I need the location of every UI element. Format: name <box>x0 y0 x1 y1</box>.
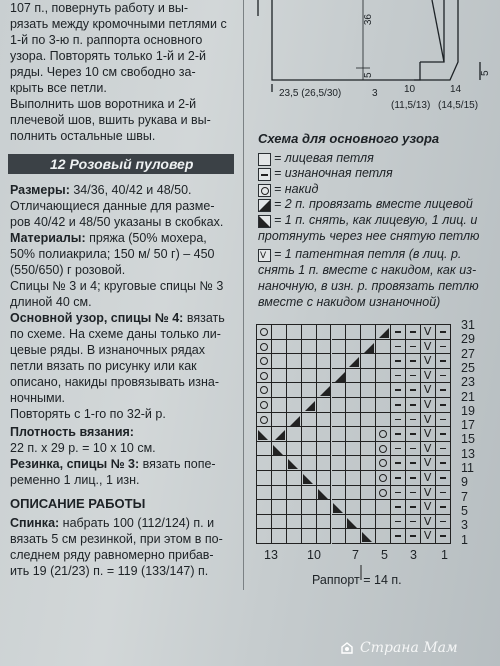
purl-icon <box>391 486 406 501</box>
purl-icon <box>436 398 451 413</box>
chart-cell <box>317 413 332 428</box>
purl-icon <box>391 369 406 384</box>
chart-cell <box>257 515 272 530</box>
brioche-icon: V <box>421 500 436 515</box>
chart-cell <box>376 369 391 384</box>
row-number: 15 <box>461 432 475 447</box>
purl-icon <box>391 340 406 355</box>
materials-line <box>10 230 207 246</box>
sizes-value: 34/36, 40/42 и 48/50. <box>69 183 192 197</box>
pattern-line <box>10 310 225 326</box>
chart-cell <box>361 354 376 369</box>
brioche-icon: V <box>421 486 436 501</box>
chart-cell <box>272 515 287 530</box>
text-line: ночными. <box>10 391 66 405</box>
chart-cell <box>376 500 391 515</box>
row-number: 29 <box>461 332 475 347</box>
row-number: 9 <box>461 475 468 490</box>
chart-cell <box>361 413 376 428</box>
chart-cell <box>332 413 347 428</box>
k2tog-icon <box>361 340 376 355</box>
chart-cell <box>376 529 391 544</box>
k2tog-icon <box>272 427 287 442</box>
chart-cell <box>361 486 376 501</box>
chart-cell <box>361 325 376 340</box>
purl-icon <box>436 325 451 340</box>
yarn-over-icon <box>257 325 272 340</box>
purl-icon <box>436 369 451 384</box>
brioche-icon: V <box>421 442 436 457</box>
chart-cell <box>346 340 361 355</box>
brioche-icon: V <box>421 413 436 428</box>
purl-icon <box>406 471 421 486</box>
chart-cell <box>317 427 332 442</box>
chart-cell <box>287 471 302 486</box>
brioche-icon: V <box>421 471 436 486</box>
legend-text: = накид <box>274 182 319 196</box>
chart-cell <box>346 369 361 384</box>
chart-cell <box>317 325 332 340</box>
chart-cell <box>272 529 287 544</box>
chart-cell <box>302 383 317 398</box>
chart-cell <box>272 325 287 340</box>
k2tog-icon <box>302 398 317 413</box>
chart-cell <box>272 456 287 471</box>
row-number: 11 <box>461 461 474 475</box>
legend-text: = изнаночная петля <box>274 166 393 180</box>
chart-cell <box>287 340 302 355</box>
purl-icon <box>406 383 421 398</box>
purl-icon <box>406 354 421 369</box>
text-line: полнить остальные швы. <box>10 129 156 143</box>
chart-cell <box>272 398 287 413</box>
column-number: 13 <box>264 548 278 562</box>
back-value: набрать 100 (112/124) п. и <box>59 516 215 530</box>
purl-icon <box>406 325 421 340</box>
chart-cell <box>376 354 391 369</box>
chart-cell <box>346 471 361 486</box>
text-line: описано, накиды провязывать изна- <box>10 375 220 389</box>
purl-icon <box>436 486 451 501</box>
legend-text: наночную, в изн. р. провязать петлю <box>258 279 479 293</box>
k2tog-icon <box>346 354 361 369</box>
chart-cell <box>332 383 347 398</box>
chart-cell <box>272 369 287 384</box>
purl-icon <box>406 486 421 501</box>
chart-cell <box>302 325 317 340</box>
chart-cell <box>287 325 302 340</box>
chart-cell <box>287 500 302 515</box>
chart-cell <box>361 471 376 486</box>
yarn-over-icon <box>258 184 271 197</box>
k2tog-icon <box>376 325 391 340</box>
brioche-icon: V <box>421 529 436 544</box>
purl-icon <box>391 325 406 340</box>
purl-icon <box>406 515 421 530</box>
chart-cell <box>257 442 272 457</box>
chart-cell <box>302 369 317 384</box>
purl-icon <box>436 471 451 486</box>
dim-vertical-5: 5 <box>363 72 374 78</box>
chart-cell <box>376 340 391 355</box>
chart-cell <box>317 471 332 486</box>
chart-cell <box>272 354 287 369</box>
ssk-icon <box>332 500 347 515</box>
column-number: 5 <box>381 548 388 562</box>
materials-label: Материалы: <box>10 231 86 245</box>
row-number: 1 <box>461 532 468 547</box>
row-number: 3 <box>461 518 468 533</box>
dim-width: 23,5 (26,5/30) <box>279 88 342 99</box>
chart-cell <box>317 340 332 355</box>
yarn-over-icon <box>376 456 391 471</box>
chart-cell <box>287 369 302 384</box>
yarn-over-icon <box>257 413 272 428</box>
row-number: 27 <box>461 346 475 361</box>
purl-icon <box>391 413 406 428</box>
purl-icon <box>406 413 421 428</box>
chart-cell <box>317 442 332 457</box>
chart-cell <box>317 369 332 384</box>
chart-cell <box>257 486 272 501</box>
purl-icon <box>406 529 421 544</box>
rib-line <box>10 456 216 472</box>
ssk-icon <box>287 456 302 471</box>
purl-icon <box>406 442 421 457</box>
text-line: вязать 5 см резинкой, при этом в по- <box>10 532 223 546</box>
brioche-icon: V <box>421 456 436 471</box>
brioche-icon: V <box>421 369 436 384</box>
row-number: 13 <box>461 446 475 461</box>
chart-cell <box>332 325 347 340</box>
chart-cell <box>287 354 302 369</box>
row-number: 23 <box>461 375 475 390</box>
row-number: 21 <box>461 389 475 404</box>
chart-cell <box>361 515 376 530</box>
chart-cell <box>346 486 361 501</box>
text-line: Выполнить шов воротника и 2-й <box>10 97 197 111</box>
k2tog-icon <box>258 199 271 212</box>
chart-cell <box>332 529 347 544</box>
brioche-icon: V <box>421 325 436 340</box>
purl-icon <box>436 442 451 457</box>
chart-cell <box>361 456 376 471</box>
density-value: 22 п. x 29 р. = 10 x 10 см. <box>10 441 156 455</box>
section-heading-text: 12 Розовый пуловер <box>50 156 194 172</box>
chart-cell <box>287 398 302 413</box>
garment-schematic <box>244 0 500 118</box>
chart-cell <box>346 398 361 413</box>
dim-width-tail: 3 <box>372 88 378 99</box>
purl-icon <box>436 354 451 369</box>
chart-cell <box>272 500 287 515</box>
work-heading: ОПИСАНИЕ РАБОТЫ <box>10 496 146 511</box>
dim-vertical-36: 36 <box>363 14 374 26</box>
text-line: плечевой шов, вшить рукава и вы- <box>10 113 211 127</box>
text-line: Спицы № 3 и 4; круговые спицы № 3 <box>10 279 224 293</box>
materials-value: пряжа (50% мохера, <box>85 231 207 245</box>
chart-cell <box>287 427 302 442</box>
text-line: Отличающиеся данные для разме- <box>10 199 215 213</box>
legend-title: Схема для основного узора <box>258 131 440 146</box>
chart-cell <box>302 529 317 544</box>
dim-sub-left: (11,5/13) <box>391 100 431 111</box>
empty-square-icon <box>258 153 271 166</box>
chart-cell <box>332 398 347 413</box>
purl-icon <box>436 456 451 471</box>
site-logo-icon <box>340 641 354 655</box>
text-line: узора. Повторять только 1-й и 2-й <box>10 49 206 63</box>
ssk-icon <box>346 515 361 530</box>
chart-cell <box>332 471 347 486</box>
purl-icon <box>436 340 451 355</box>
purl-icon <box>391 529 406 544</box>
text-line: ить 19 (21/23) п. = 119 (133/147) п. <box>10 564 209 578</box>
brioche-icon: V <box>258 249 271 262</box>
chart-cell <box>346 325 361 340</box>
text-line: длиной 40 см. <box>10 295 92 309</box>
column-number: 1 <box>441 548 448 562</box>
purl-icon <box>391 442 406 457</box>
chart-cell <box>302 515 317 530</box>
ssk-icon <box>361 529 376 544</box>
text-line: рязать между кромочными петлями с <box>10 17 227 31</box>
row-number: 5 <box>461 503 468 518</box>
row-number: 19 <box>461 403 475 418</box>
chart-cell <box>361 383 376 398</box>
purl-icon <box>406 427 421 442</box>
back-label: Спинка: <box>10 516 60 530</box>
purl-icon <box>436 500 451 515</box>
chart-cell <box>317 500 332 515</box>
ssk-icon <box>257 427 272 442</box>
legend-text: = лицевая петля <box>274 151 374 165</box>
text-line: 50% полиакрила; 150 м/ 50 г) – 450 <box>10 247 215 261</box>
purl-icon <box>406 340 421 355</box>
purl-icon <box>436 413 451 428</box>
chart-cell <box>346 442 361 457</box>
yarn-over-icon <box>257 354 272 369</box>
text-line: ров 40/42 и 48/50 указаны в скобках. <box>10 215 224 229</box>
chart-cell <box>346 456 361 471</box>
chart-cell <box>302 340 317 355</box>
text-line: Повторять с 1-го по 32-й р. <box>10 407 166 421</box>
yarn-over-icon <box>257 369 272 384</box>
sizes-label: Размеры: <box>10 183 70 197</box>
purl-icon <box>391 398 406 413</box>
purl-icon <box>391 427 406 442</box>
chart-cell <box>302 442 317 457</box>
chart-cell <box>332 427 347 442</box>
chart-cell <box>272 383 287 398</box>
chart-cell <box>287 515 302 530</box>
purl-icon <box>406 456 421 471</box>
row-number: 31 <box>461 318 475 332</box>
chart-cell <box>346 383 361 398</box>
text-line: цевые ряды. В изнаночных рядах <box>10 343 205 357</box>
purl-icon <box>436 427 451 442</box>
purl-icon <box>391 515 406 530</box>
chart-cell <box>361 427 376 442</box>
ssk-icon <box>317 486 332 501</box>
chart-cell <box>376 383 391 398</box>
dim-sub-right: (14,5/15) <box>438 100 479 111</box>
brioche-icon: V <box>421 398 436 413</box>
chart-cell <box>287 442 302 457</box>
repeat-label: Раппорт = 14 п. <box>312 573 402 587</box>
purl-icon <box>391 471 406 486</box>
chart-cell <box>332 442 347 457</box>
k2tog-icon <box>287 413 302 428</box>
brioche-icon: V <box>421 354 436 369</box>
sizes-line <box>10 182 192 198</box>
purl-icon <box>391 383 406 398</box>
rib-value: вязать попе- <box>139 457 216 471</box>
k2tog-icon <box>332 369 347 384</box>
k2tog-icon <box>317 383 332 398</box>
purl-icon <box>406 369 421 384</box>
row-number: 25 <box>461 360 475 375</box>
legend-text: = 2 п. провязать вместе лицевой <box>274 197 473 211</box>
chart-cell <box>302 427 317 442</box>
ssk-icon <box>258 215 271 228</box>
chart-cell <box>346 413 361 428</box>
legend-text: вместе с накидом изнаночной) <box>258 295 441 309</box>
chart-cell <box>332 486 347 501</box>
brioche-icon: V <box>421 427 436 442</box>
dim-right-5: 5 <box>480 70 491 76</box>
column-number: 7 <box>352 548 359 562</box>
yarn-over-icon <box>376 471 391 486</box>
legend-text: = 1 п. снять, как лицевую, 1 лиц. и <box>274 213 478 227</box>
brioche-icon: V <box>421 515 436 530</box>
chart-cell <box>302 354 317 369</box>
purl-icon <box>436 529 451 544</box>
purl-icon <box>391 500 406 515</box>
ssk-icon <box>272 442 287 457</box>
purl-icon <box>436 515 451 530</box>
chart-cell <box>257 500 272 515</box>
chart-cell <box>376 398 391 413</box>
yarn-over-icon <box>257 383 272 398</box>
density-label: Плотность вязания: <box>10 425 134 439</box>
chart-cell <box>317 398 332 413</box>
chart-cell <box>257 471 272 486</box>
text-line: (550/650) г розовой. <box>10 263 126 277</box>
chart-cell <box>257 529 272 544</box>
yarn-over-icon <box>257 398 272 413</box>
chart-cell <box>376 413 391 428</box>
purl-icon <box>406 398 421 413</box>
dim-bottom-10: 10 <box>404 84 416 95</box>
chart-cell <box>346 529 361 544</box>
legend-text: протянуть через нее снятую петлю <box>258 229 480 243</box>
pattern-label: Основной узор, спицы № 4: <box>10 311 184 325</box>
chart-cell <box>346 427 361 442</box>
chart-cell <box>317 515 332 530</box>
chart-cell <box>332 456 347 471</box>
brioche-icon: V <box>421 340 436 355</box>
chart-cell <box>272 340 287 355</box>
chart-cell <box>346 500 361 515</box>
brioche-icon: V <box>421 383 436 398</box>
chart-cell <box>287 529 302 544</box>
chart-cell <box>317 529 332 544</box>
purl-icon <box>436 383 451 398</box>
dim-bottom-14: 14 <box>450 84 462 95</box>
watermark: Страна Мам <box>360 640 458 656</box>
chart-cell <box>272 486 287 501</box>
text-line: крыть все петли. <box>10 81 107 95</box>
yarn-over-icon <box>257 340 272 355</box>
text-line: 1-й по 3-ю п. раппорта основного <box>10 33 203 47</box>
pattern-value: вязать <box>183 311 225 325</box>
chart-cell <box>287 486 302 501</box>
purl-icon <box>391 456 406 471</box>
chart-cell <box>361 398 376 413</box>
text-line: следнем ряду равномерно прибав- <box>10 548 214 562</box>
text-line: 107 п., повернуть работу и вы- <box>10 1 189 15</box>
legend-text: снять 1 п. вместе с накидом, как из- <box>258 263 477 277</box>
chart-cell <box>257 456 272 471</box>
knitting-chart <box>256 324 451 544</box>
row-number: 17 <box>461 418 475 433</box>
chart-cell <box>302 413 317 428</box>
chart-cell <box>302 500 317 515</box>
rib-label: Резинка, спицы № 3: <box>10 457 140 471</box>
chart-cell <box>376 515 391 530</box>
yarn-over-icon <box>376 442 391 457</box>
ssk-icon <box>302 471 317 486</box>
chart-cell <box>361 369 376 384</box>
back-line <box>10 515 214 531</box>
purl-icon <box>406 500 421 515</box>
column-number: 3 <box>410 548 417 562</box>
purl-icon <box>391 354 406 369</box>
legend-text: = 1 патентная петля (в лиц. р. <box>274 247 462 261</box>
chart-cell <box>317 456 332 471</box>
text-line: петли вязать по рисунку или как <box>10 359 197 373</box>
chart-cell <box>332 340 347 355</box>
yarn-over-icon <box>376 486 391 501</box>
chart-cell <box>332 354 347 369</box>
yarn-over-icon <box>376 427 391 442</box>
text-line: по схеме. На схеме даны только ли- <box>10 327 221 341</box>
chart-cell <box>332 515 347 530</box>
text-line: ряды. Через 10 см свободно за- <box>10 65 196 79</box>
chart-cell <box>361 442 376 457</box>
chart-cell <box>317 354 332 369</box>
chart-cell <box>287 383 302 398</box>
text-line: ременно 1 лиц., 1 изн. <box>10 473 140 487</box>
dash-square-icon <box>258 168 271 181</box>
chart-cell <box>361 500 376 515</box>
column-number: 10 <box>307 548 321 562</box>
chart-cell <box>272 413 287 428</box>
chart-cell <box>302 486 317 501</box>
chart-cell <box>272 471 287 486</box>
row-number: 7 <box>461 489 468 504</box>
chart-cell <box>302 456 317 471</box>
section-heading <box>8 154 234 174</box>
